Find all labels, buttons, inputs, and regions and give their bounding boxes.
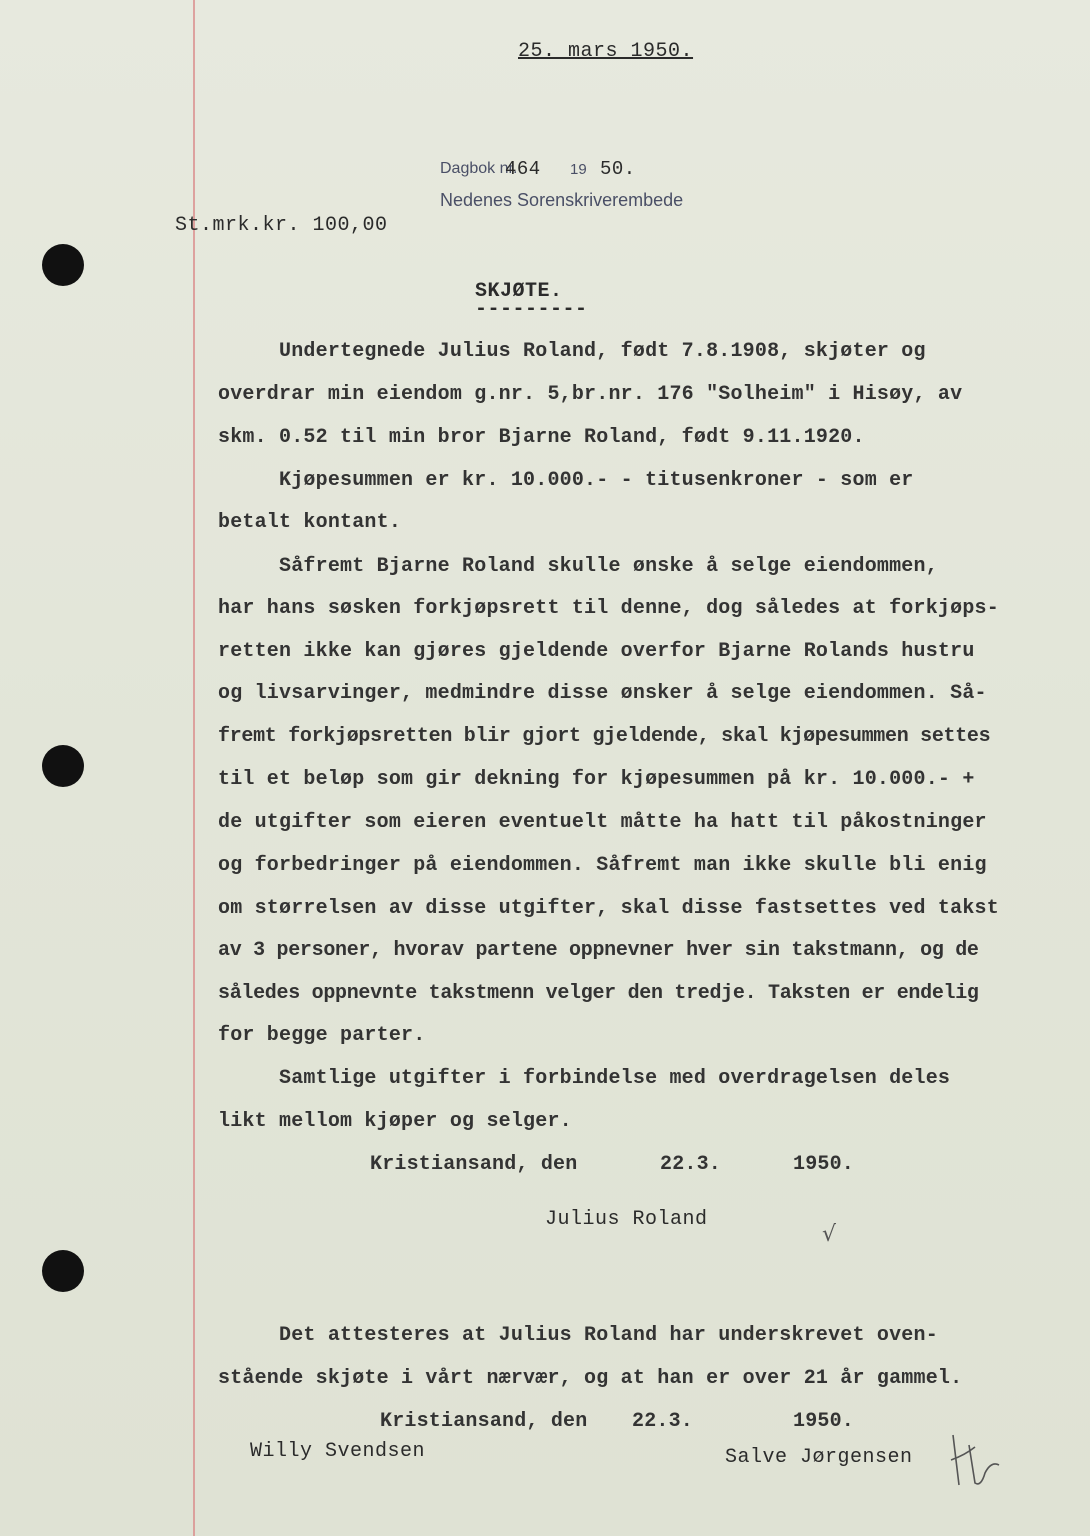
initials-signature-icon [945,1425,1005,1495]
body-line: Såfremt Bjarne Roland skulle ønske å selge eiendommen, [218,555,938,578]
punch-hole [42,745,84,787]
body-line: om størrelsen av disse utgifter, skal disse fastsettes ved takst [218,897,999,920]
attestation-date: 22.3. [632,1410,694,1433]
check-mark-icon: √ [822,1222,837,1247]
body-line: retten ikke kan gjøres gjeldende overfor Bjarne Rolands hustru [218,640,975,663]
stamp-duty: St.mrk.kr. 100,00 [175,214,388,237]
body-line: fremt forkjøpsretten blir gjort gjeldende, skal kjøpesummen settes [218,725,991,748]
signer-name: Julius Roland [545,1208,708,1231]
body-line: Samtlige utgifter i forbindelse med overdragelsen deles [218,1067,951,1090]
body-line: og livsarvinger, medmindre disse ønsker å selge eiendommen. Så- [218,682,987,705]
attestation-line: stående skjøte i vårt nærvær, og at han er over 21 år gammel. [218,1367,963,1390]
signing-date: 22.3. [660,1153,722,1176]
body-line: og forbedringer på eiendommen. Såfremt man ikke skulle bli enig [218,854,987,877]
body-line: skm. 0.52 til min bror Bjarne Roland, født 9.11.1920. [218,426,865,449]
attestation-line: Det attesteres at Julius Roland har underskrevet oven- [218,1324,938,1347]
dagbok-label: Dagbok nr. [440,160,518,177]
body-line: har hans søsken forkjøpsrett til denne, dog således at forkjøps- [218,597,999,620]
punch-hole [42,1250,84,1292]
body-line: Kjøpesummen er kr. 10.000.- - titusenkroner - som er [218,469,914,492]
year-prefix: 19 [570,161,587,178]
body-line: de utgifter som eieren eventuelt måtte ha hatt til påkostninger [218,811,987,834]
body-line: til et beløp som gir dekning for kjøpesummen på kr. 10.000.- + [218,768,975,791]
punch-hole [42,244,84,286]
signing-place: Kristiansand, den [370,1153,578,1176]
year-suffix: 50. [600,158,636,180]
document-title: SKJØTE. [475,280,563,303]
title-underline: --------- [475,298,588,321]
body-line: betalt kontant. [218,511,402,534]
attestation-place: Kristiansand, den [380,1410,588,1433]
body-line: overdrar min eiendom g.nr. 5,br.nr. 176 "Solheim" i Hisøy, av [218,383,963,406]
signing-year: 1950. [793,1153,855,1176]
body-line: for begge parter. [218,1024,426,1047]
witness-name: Willy Svendsen [250,1440,426,1463]
body-line: således oppnevnte takstmenn velger den tredje. Taksten er endelig [218,982,979,1005]
body-line: likt mellom kjøper og selger. [218,1110,572,1133]
office-name: Nedenes Sorenskriverembede [440,190,684,210]
body-line: av 3 personer, hvorav partene oppnevner hver sin takstmann, og de [218,939,979,962]
witness-name: Salve Jørgensen [725,1446,913,1469]
attestation-year: 1950. [793,1410,855,1433]
body-line: Undertegnede Julius Roland, født 7.8.1908, skjøter og [218,340,926,363]
dagbok-number: 464 [505,158,541,180]
header-date: 25. mars 1950. [518,40,694,63]
